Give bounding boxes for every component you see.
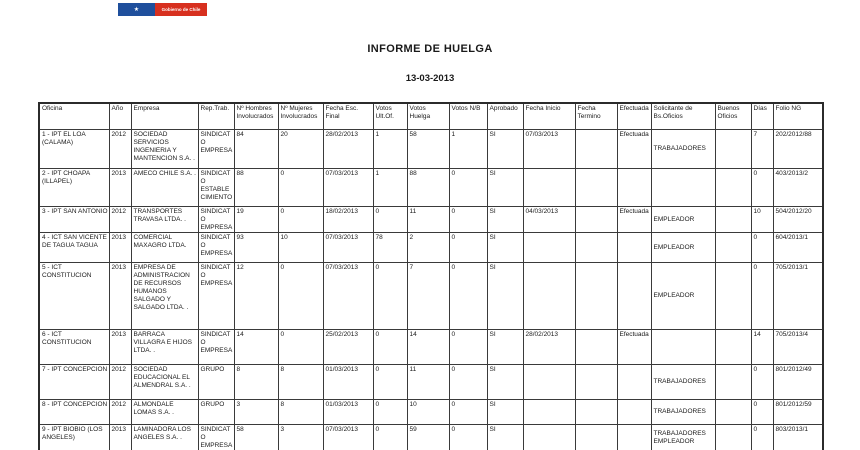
- table-cell: 5 - ICT CONSTITUCION: [39, 262, 109, 329]
- table-cell: 0: [278, 206, 323, 232]
- table-cell: [523, 168, 575, 206]
- table-cell: SINDICATO EMPRESA: [198, 129, 234, 168]
- table-cell: SI: [487, 364, 523, 399]
- table-cell: EMPRESA DE ADMINISTRACION DE RECURSOS HUMANOS SALGADO Y SALGADO LTDA. .: [131, 262, 198, 329]
- table-row: [39, 129, 823, 168]
- table-cell: 19: [234, 206, 278, 232]
- table-cell: 403/2013/2: [773, 168, 823, 206]
- table-row: [39, 232, 823, 262]
- table-cell: 93: [234, 232, 278, 262]
- column-header: Votos N/B: [449, 103, 487, 129]
- report-date: 13-03-2013: [405, 73, 455, 84]
- table-cell: [575, 129, 617, 168]
- table-cell: SI: [487, 232, 523, 262]
- table-cell: GRUPO: [198, 399, 234, 424]
- table-cell: 0: [373, 399, 407, 424]
- column-header: Fecha Esc. Final: [323, 103, 373, 129]
- table-cell: Efectuada: [617, 206, 651, 232]
- table-cell: [523, 262, 575, 329]
- column-header: Empresa: [131, 103, 198, 129]
- table-cell: 0: [449, 168, 487, 206]
- table-cell: 07/03/2013: [323, 168, 373, 206]
- table-row: [39, 329, 823, 364]
- gobierno-de-chile-logo: [118, 3, 207, 16]
- table-cell: 7 - IPT CONCEPCION: [39, 364, 109, 399]
- column-header: Nº Hombres Involucrados: [234, 103, 278, 129]
- table-cell: SINDICATO EMPRESA: [198, 424, 234, 450]
- table-cell: COMERCIAL MAXAGRO LTDA.: [131, 232, 198, 262]
- logo-text: Gobierno de Chile: [161, 7, 201, 12]
- table-cell: 2012: [109, 399, 131, 424]
- table-cell: 2013: [109, 262, 131, 329]
- column-header: Buenos Oficios: [715, 103, 751, 129]
- table-cell: 18/02/2013: [323, 206, 373, 232]
- table-cell: 07/03/2013: [523, 129, 575, 168]
- table-row: [39, 399, 823, 424]
- table-cell: 2013: [109, 168, 131, 206]
- table-cell: [715, 364, 751, 399]
- table-cell: [715, 424, 751, 450]
- table-row: [39, 168, 823, 206]
- table-cell: SI: [487, 168, 523, 206]
- table-cell: 12: [234, 262, 278, 329]
- table-cell: 0: [449, 206, 487, 232]
- table-cell: 0: [449, 364, 487, 399]
- table-cell: 604/2013/1: [773, 232, 823, 262]
- table-cell: 0: [278, 262, 323, 329]
- table-row: [39, 206, 823, 232]
- table-cell: 59: [407, 424, 449, 450]
- table-cell: 07/03/2013: [323, 262, 373, 329]
- table-cell: SI: [487, 329, 523, 364]
- table-cell: 8: [234, 364, 278, 399]
- table-cell: Efectuada: [617, 129, 651, 168]
- table-cell: [523, 232, 575, 262]
- table-cell: 2: [407, 232, 449, 262]
- column-header: Solicitante de Bs.Oficios: [651, 103, 715, 129]
- table-cell: [617, 424, 651, 450]
- table-cell: 1: [373, 168, 407, 206]
- table-cell: 14: [751, 329, 773, 364]
- table-cell: [575, 232, 617, 262]
- table-cell: 10: [751, 206, 773, 232]
- table-cell: 58: [234, 424, 278, 450]
- table-cell: SI: [487, 262, 523, 329]
- table-cell: 8 - IPT CONCEPCION: [39, 399, 109, 424]
- table-cell: 01/03/2013: [323, 364, 373, 399]
- table-cell: EMPLEADOR: [651, 262, 715, 329]
- table-cell: 3: [234, 399, 278, 424]
- table-cell: [575, 399, 617, 424]
- table-cell: 6 - ICT CONSTITUCION: [39, 329, 109, 364]
- table-cell: 801/2012/49: [773, 364, 823, 399]
- table-cell: [617, 399, 651, 424]
- star-icon: ★: [133, 7, 140, 13]
- table-cell: 3 - IPT SAN ANTONIO: [39, 206, 109, 232]
- table-cell: 4 - ICT SAN VICENTE DE TAGUA TAGUA: [39, 232, 109, 262]
- table-cell: 78: [373, 232, 407, 262]
- table-cell: 0: [373, 424, 407, 450]
- table-cell: 2012: [109, 206, 131, 232]
- table-cell: SI: [487, 129, 523, 168]
- table-cell: 0: [449, 329, 487, 364]
- table-row: [39, 262, 823, 329]
- column-header: Oficina: [39, 103, 109, 129]
- table-cell: [715, 232, 751, 262]
- table-cell: 88: [407, 168, 449, 206]
- table-cell: 20: [278, 129, 323, 168]
- table-cell: 7: [407, 262, 449, 329]
- table-cell: 2013: [109, 329, 131, 364]
- table-cell: AMECO CHILE S.A. .: [131, 168, 198, 206]
- table-cell: 8: [278, 399, 323, 424]
- table-cell: 14: [407, 329, 449, 364]
- table-cell: [715, 262, 751, 329]
- table-cell: SI: [487, 424, 523, 450]
- table-cell: [617, 364, 651, 399]
- table-cell: SOCIEDAD EDUCACIONAL EL ALMENDRAL S.A. .: [131, 364, 198, 399]
- table-cell: 705/2013/4: [773, 329, 823, 364]
- strike-report-table: [38, 102, 824, 450]
- table-cell: 0: [449, 262, 487, 329]
- table-cell: 0: [278, 329, 323, 364]
- table-cell: GRUPO: [198, 364, 234, 399]
- table-cell: 2 - IPT CHOAPA (ILLAPEL): [39, 168, 109, 206]
- table-cell: 801/2012/59: [773, 399, 823, 424]
- table-cell: 0: [449, 399, 487, 424]
- column-header: Aprobado: [487, 103, 523, 129]
- column-header: Votos Huelga: [407, 103, 449, 129]
- table-cell: SINDICATO EMPRESA: [198, 262, 234, 329]
- table-cell: 0: [751, 168, 773, 206]
- table-cell: [575, 168, 617, 206]
- column-header: Año: [109, 103, 131, 129]
- column-header: Días: [751, 103, 773, 129]
- table-cell: 0: [373, 364, 407, 399]
- table-cell: [715, 129, 751, 168]
- table-cell: SI: [487, 206, 523, 232]
- table-cell: BARRACA VILLAGRA E HIJOS LTDA. .: [131, 329, 198, 364]
- table-cell: 0: [449, 232, 487, 262]
- table-cell: SOCIEDAD SERVICIOS INGENIERIA Y MANTENCION S.A. .: [131, 129, 198, 168]
- table-cell: TRABAJADORES: [651, 364, 715, 399]
- table-cell: [715, 399, 751, 424]
- table-cell: [617, 262, 651, 329]
- table-cell: 3: [278, 424, 323, 450]
- table-cell: 0: [373, 329, 407, 364]
- report-title: INFORME DE HUELGA: [367, 43, 493, 55]
- table-cell: LAMINADORA LOS ANGELES S.A. .: [131, 424, 198, 450]
- table-cell: SINDICATO EMPRESA: [198, 329, 234, 364]
- table-row: [39, 364, 823, 399]
- table-cell: 58: [407, 129, 449, 168]
- table-cell: 01/03/2013: [323, 399, 373, 424]
- column-header: Fecha Inicio: [523, 103, 575, 129]
- table-cell: TRABAJADORES EMPLEADOR: [651, 424, 715, 450]
- table-cell: 07/03/2013: [323, 232, 373, 262]
- table-cell: SINDICATO EMPRESA: [198, 206, 234, 232]
- table-cell: 84: [234, 129, 278, 168]
- table-cell: [651, 329, 715, 364]
- table-cell: 28/02/2013: [323, 129, 373, 168]
- table-cell: 0: [373, 262, 407, 329]
- table-cell: [523, 399, 575, 424]
- table-cell: 9 - IPT BIOBIO (LOS ANGELES): [39, 424, 109, 450]
- table-cell: [575, 206, 617, 232]
- table-cell: 202/2012/88: [773, 129, 823, 168]
- table-cell: 1: [449, 129, 487, 168]
- column-header: Efectuada: [617, 103, 651, 129]
- table-cell: Efectuada: [617, 329, 651, 364]
- table-cell: 1 - IPT EL LOA (CALAMA): [39, 129, 109, 168]
- table-cell: EMPLEADOR: [651, 206, 715, 232]
- table-cell: [575, 364, 617, 399]
- table-cell: ALMONDALE LOMAS S.A. .: [131, 399, 198, 424]
- table-cell: SI: [487, 399, 523, 424]
- table-cell: 705/2013/1: [773, 262, 823, 329]
- table-cell: 11: [407, 206, 449, 232]
- table-cell: [523, 424, 575, 450]
- table-cell: 2012: [109, 129, 131, 168]
- table-cell: [715, 206, 751, 232]
- table-cell: SINDICATO ESTABLECIMIENTO: [198, 168, 234, 206]
- logo-flag-red: [155, 3, 207, 16]
- table-cell: TRABAJADORES: [651, 129, 715, 168]
- table-cell: 803/2013/1: [773, 424, 823, 450]
- table-cell: [715, 329, 751, 364]
- table-cell: 2013: [109, 232, 131, 262]
- table-cell: 10: [278, 232, 323, 262]
- column-header: Nº Mujeres Involucrados: [278, 103, 323, 129]
- table-row: [39, 424, 823, 450]
- table-cell: 0: [751, 364, 773, 399]
- logo-flag-blue: [118, 3, 155, 16]
- table-cell: 0: [751, 424, 773, 450]
- column-header: Votos Ult.Of.: [373, 103, 407, 129]
- table-cell: 2013: [109, 424, 131, 450]
- table-cell: 14: [234, 329, 278, 364]
- table-cell: 11: [407, 364, 449, 399]
- table-cell: 25/02/2013: [323, 329, 373, 364]
- table-cell: [523, 364, 575, 399]
- table-cell: 7: [751, 129, 773, 168]
- table-cell: 2012: [109, 364, 131, 399]
- table-cell: TRABAJADORES: [651, 399, 715, 424]
- table-cell: 28/02/2013: [523, 329, 575, 364]
- table-cell: [617, 168, 651, 206]
- table-cell: TRANSPORTES TRAVASA LTDA. .: [131, 206, 198, 232]
- table-cell: EMPLEADOR: [651, 232, 715, 262]
- column-header: Rep.Trab.: [198, 103, 234, 129]
- table-cell: 504/2012/20: [773, 206, 823, 232]
- table-cell: [651, 168, 715, 206]
- table-cell: 07/03/2013: [323, 424, 373, 450]
- table-cell: [715, 168, 751, 206]
- table-cell: 0: [449, 424, 487, 450]
- table-cell: 0: [751, 399, 773, 424]
- table-cell: 88: [234, 168, 278, 206]
- table-cell: 0: [278, 168, 323, 206]
- table-cell: [575, 262, 617, 329]
- table-cell: 0: [751, 262, 773, 329]
- table-cell: 04/03/2013: [523, 206, 575, 232]
- table-cell: 8: [278, 364, 323, 399]
- table-cell: SINDICATO EMPRESA: [198, 232, 234, 262]
- table-cell: 1: [373, 129, 407, 168]
- table-cell: [575, 329, 617, 364]
- table-cell: 0: [373, 206, 407, 232]
- table-cell: 0: [751, 232, 773, 262]
- column-header: Folio NG: [773, 103, 823, 129]
- table-cell: 10: [407, 399, 449, 424]
- header-row: [39, 103, 823, 129]
- table-cell: [575, 424, 617, 450]
- table-cell: [617, 232, 651, 262]
- column-header: Fecha Termino: [575, 103, 617, 129]
